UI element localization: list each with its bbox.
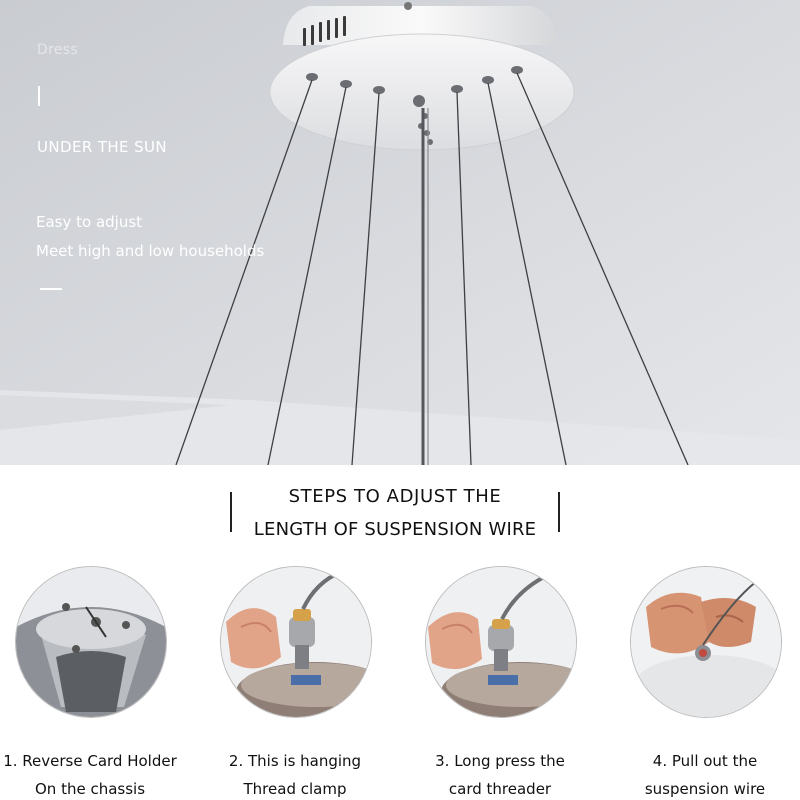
step-4-caption-line1: 4. Pull out the xyxy=(652,752,758,770)
step-1 xyxy=(0,566,175,800)
step-1-caption-line1: 1. Reverse Card Holder xyxy=(3,752,177,770)
feature-line-easy-adjust: Easy to adjust xyxy=(36,213,143,231)
step-1-caption-line2: On the chassis xyxy=(34,780,146,798)
step-2-caption-line2: Thread clamp xyxy=(243,780,347,798)
divider-dash xyxy=(40,288,62,290)
step-2-caption-line1: 2. This is hanging xyxy=(228,752,362,770)
steps-heading xyxy=(230,482,560,544)
step-2 xyxy=(200,566,380,800)
step-3-caption-line1: 3. Long press the xyxy=(435,752,565,770)
step-3-caption-line2: card threader xyxy=(448,780,552,798)
step-3 xyxy=(405,566,585,800)
brand-label: Dress xyxy=(37,42,78,58)
step-4-photo xyxy=(630,566,782,718)
step-1-photo xyxy=(15,566,167,718)
steps-heading-line1: STEPS TO ADJUST THE xyxy=(288,486,502,507)
heading-bracket-right xyxy=(558,492,560,532)
divider-vertical xyxy=(38,86,40,106)
step-4-caption-line2: suspension wire xyxy=(644,780,766,798)
steps-heading-line2: LENGTH OF SUSPENSION WIRE xyxy=(253,519,537,540)
step-2-photo xyxy=(220,566,372,718)
feature-line-households: Meet high and low households xyxy=(36,242,265,260)
hero-headline: UNDER THE SUN xyxy=(37,138,168,156)
step-4 xyxy=(610,566,790,800)
step-3-photo xyxy=(425,566,577,718)
